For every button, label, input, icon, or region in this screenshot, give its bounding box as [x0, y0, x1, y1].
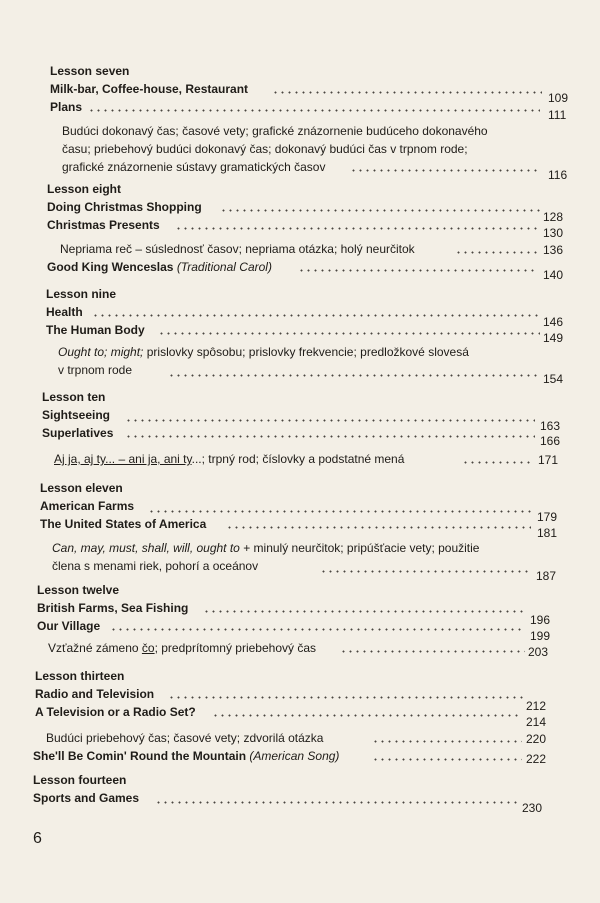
lesson-fourteen	[0, 771, 600, 815]
leader-dots	[350, 169, 540, 172]
toc-entry	[0, 699, 600, 729]
toc-entry	[0, 315, 600, 345]
page-number: 6	[33, 830, 42, 847]
leader-dots	[168, 696, 523, 699]
entry-title: Christmas Presents	[47, 218, 160, 232]
page-ref: 181	[537, 526, 558, 540]
leader-dots	[110, 628, 525, 631]
page-ref: 109	[548, 91, 569, 105]
lesson-title: Lesson fourteen	[33, 773, 127, 787]
grammar-underlined: Aj ja, aj ty... – ani ja, ani ty	[54, 452, 192, 466]
grammar-line: Budúci dokonavý čas; časové vety; grafické znázornenie budúceho dokonavého	[62, 124, 488, 138]
toc-entry	[0, 729, 600, 747]
leader-dots	[212, 714, 522, 717]
leader-dots	[340, 650, 525, 653]
grammar-italic: Ought to; might;	[58, 345, 144, 359]
toc-entry	[0, 80, 600, 98]
entry-title: American Farms	[40, 499, 135, 513]
leader-dots	[168, 374, 538, 377]
toc-entry	[0, 361, 600, 386]
grammar-italic: Can, may, must, shall, will, ought to	[52, 541, 240, 555]
toc-entry	[0, 450, 600, 468]
toc-entry	[0, 406, 600, 424]
page-ref: 171	[538, 453, 559, 467]
page-ref: 149	[543, 331, 564, 345]
leader-dots	[175, 227, 540, 230]
page-ref: 128	[543, 210, 564, 224]
entry-title: Superlatives	[42, 426, 114, 440]
entry-title: Good King Wenceslas	[47, 260, 174, 274]
lesson-eleven	[0, 479, 600, 583]
toc-entry	[0, 599, 600, 617]
entry-title: Plans	[50, 100, 83, 114]
toc-entry	[0, 789, 600, 815]
grammar-underlined: čo	[141, 641, 155, 655]
page-ref: 140	[543, 268, 564, 282]
page-ref: 187	[536, 569, 557, 583]
page-ref: 111	[548, 108, 567, 122]
lesson-title: Lesson ten	[42, 390, 106, 404]
grammar-line: Budúci priebehový čas; časové vety; zdvorilá otázka	[46, 731, 324, 745]
entry-title: Our Village	[37, 619, 101, 633]
toc-entry	[0, 210, 600, 240]
page-ref: 212	[526, 699, 547, 713]
leader-dots	[462, 461, 534, 464]
grammar-line: Nepriama reč – súslednosť časov; nepriama otázka; holý neurčitok	[60, 242, 415, 256]
leader-dots	[298, 269, 538, 272]
entry-title: A Television or a Radio Set?	[35, 705, 196, 719]
grammar-line: + minulý neurčitok; pripúšťacie vety; použitie	[243, 541, 480, 555]
leader-dots	[272, 91, 542, 94]
page-ref: 214	[526, 715, 547, 729]
toc-entry	[0, 685, 600, 703]
entry-note: (Traditional Carol)	[176, 260, 272, 274]
grammar-line: času; priebehový budúci dokonavý čas; dokonavý budúci čas v trpnom rode;	[62, 142, 468, 156]
grammar-line: grafické znázornenie sústavy gramatických časov	[62, 160, 326, 174]
lesson-title: Lesson eight	[47, 182, 122, 196]
page-ref: 166	[540, 434, 561, 448]
leader-dots	[320, 570, 532, 573]
lesson-thirteen	[0, 667, 600, 765]
entry-title: Sightseeing	[42, 408, 111, 422]
entry-title: The United States of America	[40, 517, 207, 531]
leader-dots	[455, 251, 538, 254]
page-ref: 163	[540, 419, 561, 433]
lesson-title: Lesson twelve	[37, 583, 120, 597]
grammar-line: člena s menami riek, pohorí a oceánov	[52, 559, 259, 573]
entry-title: Milk-bar, Coffee-house, Restaurant	[50, 82, 249, 96]
entry-title: Doing Christmas Shopping	[47, 200, 202, 214]
grammar-line: ...; trpný rod; číslovky a podstatné mená	[191, 452, 405, 466]
toc-entry	[0, 303, 600, 321]
page-ref: 136	[543, 243, 564, 257]
entry-note: (American Song)	[249, 749, 340, 763]
page-ref: 199	[530, 629, 551, 643]
leader-dots	[372, 740, 522, 743]
toc-entry	[0, 747, 600, 765]
lesson-nine	[0, 285, 600, 386]
grammar-prefix: Vzťažné zámeno	[48, 641, 139, 655]
toc-entry	[0, 419, 600, 448]
page-ref: 222	[526, 752, 547, 766]
lesson-title: Lesson eleven	[40, 481, 123, 495]
toc-entry	[0, 91, 600, 122]
leader-dots	[92, 314, 540, 317]
grammar-line: ; predprítomný priebehový čas	[154, 641, 317, 655]
entry-title: Radio and Television	[35, 687, 155, 701]
page-ref: 154	[543, 372, 564, 386]
toc-entry	[0, 497, 600, 515]
toc-entry	[0, 510, 600, 540]
lesson-eight	[0, 180, 600, 282]
leader-dots	[125, 435, 535, 438]
page-ref: 130	[543, 226, 564, 240]
entry-title: Health	[46, 305, 83, 319]
page-ref: 179	[537, 510, 558, 524]
entry-title: She'll Be Comin' Round the Mountain	[33, 749, 247, 763]
page-ref: 116	[548, 168, 568, 182]
toc-entry	[0, 240, 600, 258]
grammar-line: v trpnom rode	[58, 363, 133, 377]
leader-dots	[125, 419, 535, 422]
lesson-seven	[0, 62, 600, 182]
lesson-twelve	[0, 581, 600, 657]
toc-entry	[0, 158, 600, 182]
toc-entry	[0, 198, 600, 216]
leader-dots	[220, 209, 542, 212]
page-ref: 146	[543, 315, 564, 329]
page-ref: 196	[530, 613, 551, 627]
leader-dots	[88, 109, 540, 112]
lesson-title: Lesson thirteen	[35, 669, 125, 683]
toc-entry	[0, 613, 600, 643]
toc-entry	[0, 557, 600, 583]
lesson-title: Lesson seven	[50, 64, 130, 78]
entry-title: British Farms, Sea Fishing	[37, 601, 189, 615]
grammar-line: prislovky spôsobu; prislovky frekvencie; predložkové slovesá	[146, 345, 469, 359]
toc-entry	[0, 258, 600, 282]
page-ref: 203	[528, 645, 549, 659]
leader-dots	[372, 758, 522, 761]
toc-entry	[0, 639, 600, 657]
entry-title: Sports and Games	[33, 791, 140, 805]
entry-title: The Human Body	[46, 323, 145, 337]
lesson-title: Lesson nine	[46, 287, 117, 301]
leader-dots	[158, 332, 540, 335]
lesson-ten	[0, 388, 600, 468]
leader-dots	[226, 526, 531, 529]
leader-dots	[155, 801, 520, 804]
page-ref: 230	[522, 801, 543, 815]
leader-dots	[203, 610, 525, 613]
page-ref: 220	[526, 732, 547, 746]
leader-dots	[148, 510, 533, 513]
